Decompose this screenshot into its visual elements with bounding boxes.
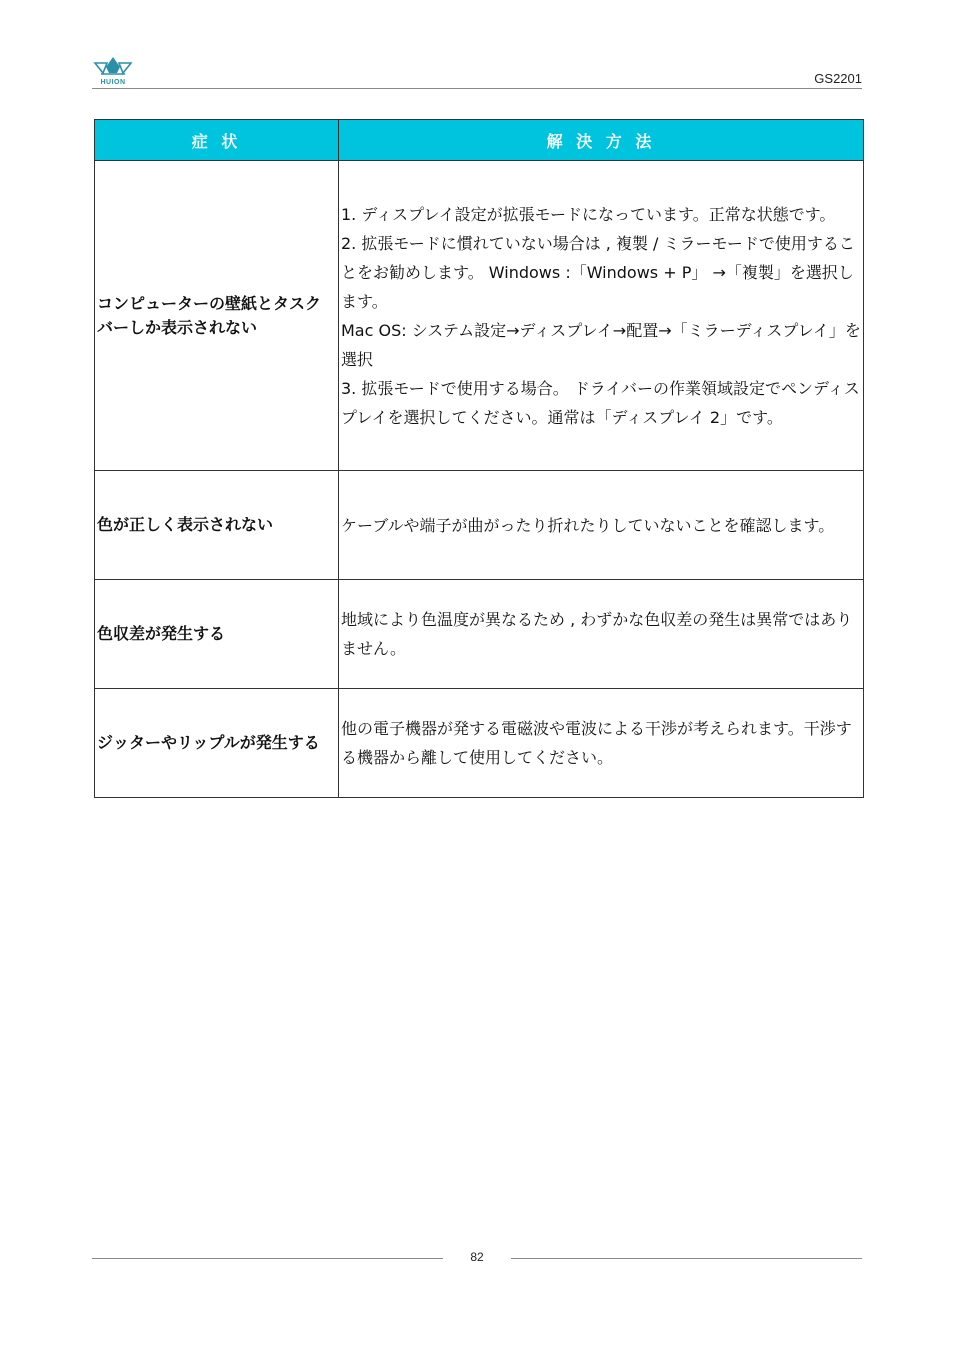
huion-logo <box>93 55 133 87</box>
solution-text: Mac OS: システム設定→ディスプレイ→配置→「ミラーディスプレイ」を選択 <box>341 320 861 369</box>
solution-text: 地域により色温度が異なるため , わずかな色収差の発生は異常ではありません。 <box>341 610 853 658</box>
footer-divider-left <box>92 1258 443 1259</box>
model-number: GS2201 <box>814 71 862 86</box>
solution-text: 他の電子機器が発する電磁波や電波による干渉が考えられます。干渉する機器から離して使用してください。 <box>341 719 852 767</box>
solution-text: 2. 拡張モードに慣れていない場合は , 複製 / ミラーモードで使用することをお勧めします。 Windows :「Windows + P」 →「複製」を選択します。 <box>341 233 855 311</box>
symptom-cell: ジッターやリップルが発生する <box>95 689 339 798</box>
header-divider <box>92 88 862 89</box>
table-row <box>95 689 864 798</box>
symptom-cell: コンピューターの壁紙とタスクバーしか表示されない <box>95 161 339 471</box>
crown-icon <box>93 55 133 77</box>
solution-cell <box>339 471 864 580</box>
table-header-row <box>95 120 864 161</box>
solution-text: ケーブルや端子が曲がったり折れたりしていないことを確認します。 <box>341 515 835 535</box>
solution-text: 1. ディスプレイ設定が拡張モードになっています。正常な状態です。 <box>341 204 836 224</box>
table-row <box>95 161 864 471</box>
solution-cell <box>339 689 864 798</box>
symptom-cell: 色収差が発生する <box>95 580 339 689</box>
logo-wordmark: HUION <box>100 79 126 86</box>
symptom-column-header: 症 状 <box>95 120 339 161</box>
page-number: 82 <box>470 1250 484 1264</box>
symptom-cell: 色が正しく表示されない <box>95 471 339 580</box>
footer-divider-right <box>511 1258 862 1259</box>
solution-column-header: 解 決 方 法 <box>339 120 864 161</box>
solution-cell <box>339 161 864 471</box>
table-row <box>95 580 864 689</box>
troubleshooting-table <box>94 119 864 798</box>
solution-text: 3. 拡張モードで使用する場合。 ドライバーの作業領域設定でペンディスプレイを選択してください。通常は「ディスプレイ 2」です。 <box>341 378 860 427</box>
table-row <box>95 471 864 580</box>
solution-cell <box>339 580 864 689</box>
